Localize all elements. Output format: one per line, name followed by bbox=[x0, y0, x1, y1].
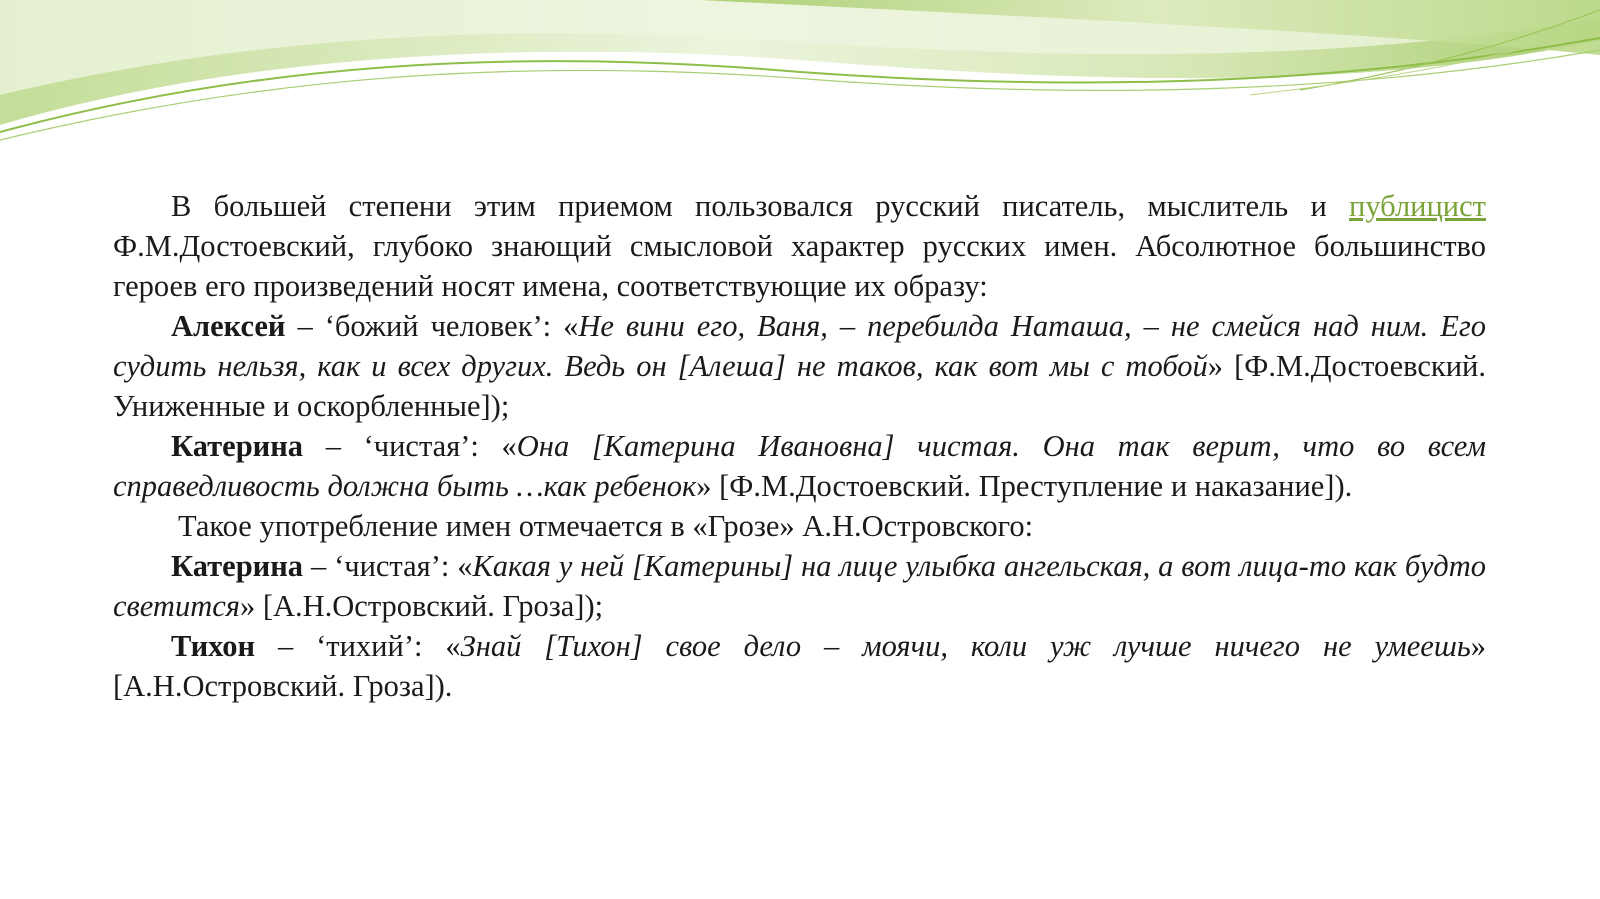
meaning-aleksey: – ‘божий человек’: « bbox=[285, 309, 579, 343]
quote-tikhon: Знай [Тихон] свое дело – моячи, коли уж лучше ничего не умеешь bbox=[460, 629, 1471, 663]
intro-text-start: В большей степени этим приемом пользовался русский писатель, мыслитель и bbox=[171, 189, 1350, 223]
source-aleksey: » [Ф.М.Достоевский. Униженные и оскорбленные]); bbox=[113, 349, 1486, 423]
source-katerina-2: » [А.Н.Островский. Гроза]); bbox=[239, 589, 604, 623]
intro-text-end: Ф.М.Достоевский, глубоко знающий смысловой характер русских имен. Абсолютное большинство героев его произведений носят имена, соответствующие их образу: bbox=[113, 229, 1486, 303]
name-aleksey: Алексей bbox=[171, 309, 286, 343]
paragraph-katerina-dostoevsky bbox=[113, 426, 1486, 506]
quote-katerina-1: Она [Катерина Ивановна] чистая. Она так верит, что во всем справедливость должна быть …как ребенок bbox=[113, 429, 1486, 503]
text-body bbox=[113, 186, 1486, 706]
meaning-katerina-2: – ‘чистая’: « bbox=[303, 549, 473, 583]
quote-aleksey: Не вини его, Ваня, – перебилда Наташа, – не смейся над ним. Его судить нельзя, как и всех других. Ведь он [Алеша] не таков, как вот мы с тобой bbox=[113, 309, 1486, 383]
quote-katerina-2: Какая у ней [Катерины] на лице улыбка ангельская, а вот лица-то как будто светится bbox=[113, 549, 1486, 623]
source-katerina-1: » [Ф.М.Достоевский. Преступление и наказание]). bbox=[696, 469, 1353, 503]
name-katerina-1: Катерина bbox=[171, 429, 304, 463]
paragraph-tikhon bbox=[113, 626, 1486, 706]
meaning-katerina-1: – ‘чистая’: « bbox=[303, 429, 517, 463]
paragraph-aleksey bbox=[113, 306, 1486, 426]
name-katerina-2: Катерина bbox=[171, 549, 304, 583]
header-wave-decoration bbox=[0, 0, 1600, 150]
meaning-tikhon: – ‘тихий’: « bbox=[255, 629, 461, 663]
ostrovsky-intro-text: Такое употребление имен отмечается в «Грозе» А.Н.Островского: bbox=[178, 509, 1034, 543]
paragraph-intro bbox=[113, 186, 1486, 306]
link-publicist[interactable]: публицист bbox=[1349, 189, 1486, 223]
name-tikhon: Тихон bbox=[171, 629, 256, 663]
paragraph-ostrovsky-intro bbox=[113, 506, 1486, 546]
paragraph-katerina-ostrovsky bbox=[113, 546, 1486, 626]
source-tikhon: » [А.Н.Островский. Гроза]). bbox=[113, 629, 1486, 703]
